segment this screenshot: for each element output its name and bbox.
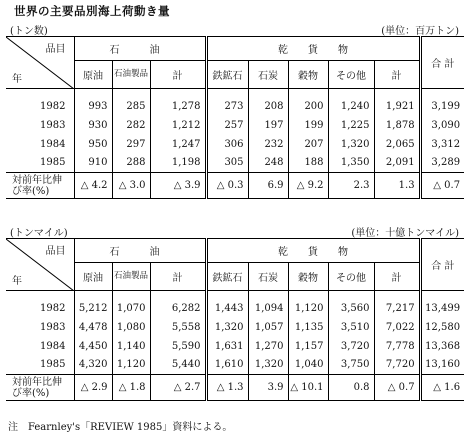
- tonmile-corner-cell: [6, 239, 74, 291]
- table-cell: 1,157: [288, 337, 328, 356]
- table-cell: △ 3.9: [150, 173, 206, 199]
- table-cell: 1,320: [248, 356, 288, 375]
- tonmile-growth-row: [6, 375, 464, 401]
- table-cell: 13,368: [420, 337, 464, 356]
- tonmile-sub-grain: 穀物: [288, 263, 328, 291]
- table-cell: 3,289: [420, 154, 464, 173]
- ton-sub-oil-total: 計: [150, 61, 206, 89]
- ton-sub-iron: 鉄鉱石: [206, 61, 248, 89]
- table-cell: 248: [248, 154, 288, 173]
- table-cell: 1,140: [112, 337, 150, 356]
- ton-table: [6, 36, 464, 199]
- table-cell: △ 10.1: [288, 375, 328, 401]
- ton-sub-coal: 石炭: [248, 61, 288, 89]
- table-cell: 2,065: [374, 135, 420, 154]
- table-cell: 208: [248, 97, 288, 116]
- table-cell: △ 3.0: [112, 173, 150, 199]
- table-cell: 1,921: [374, 97, 420, 116]
- table-cell: 3,720: [328, 337, 374, 356]
- ton-sub-dry-total: 計: [374, 61, 420, 89]
- table-cell: 273: [206, 97, 248, 116]
- table-cell: 5,440: [150, 356, 206, 375]
- table-cell: 2,091: [374, 154, 420, 173]
- table-cell: 1984: [40, 138, 66, 150]
- ton-dry-header: 乾 貨 物: [206, 37, 420, 61]
- table-cell: 2.3: [328, 173, 374, 199]
- table-cell: △ 0.7: [420, 173, 464, 199]
- table-cell: [288, 89, 328, 97]
- table-cell: 1,878: [374, 116, 420, 135]
- table-cell: 3,560: [328, 299, 374, 318]
- table-cell: 197: [248, 116, 288, 135]
- ton-sub-grain: 穀物: [288, 61, 328, 89]
- tonmile-dry-header: 乾 貨 物: [206, 239, 420, 263]
- table-cell: 1,270: [248, 337, 288, 356]
- table-cell: 1,057: [248, 318, 288, 337]
- table-cell: [248, 89, 288, 97]
- table-cell: 0.8: [328, 375, 374, 401]
- ton-year-label: 年: [12, 74, 22, 85]
- document-title: 世界の主要品別海上荷動き量: [14, 4, 170, 18]
- table-cell: 3,750: [328, 356, 374, 375]
- table-cell: 950: [74, 135, 112, 154]
- table-cell: [328, 291, 374, 299]
- table-cell: △ 4.2: [74, 173, 112, 199]
- table-cell: 1,080: [112, 318, 150, 337]
- table-cell: 3,312: [420, 135, 464, 154]
- table-cell: △ 0.3: [206, 173, 248, 199]
- table-cell: 1982: [40, 302, 66, 314]
- table-cell: 7,778: [374, 337, 420, 356]
- table-cell: △ 2.9: [74, 375, 112, 401]
- table-cell: [288, 291, 328, 299]
- table-cell: [420, 291, 464, 299]
- tonmile-sub-products: 石油製品: [112, 263, 150, 291]
- table-cell: [248, 291, 288, 299]
- table-cell: 305: [206, 154, 248, 173]
- table-cell: 285: [112, 97, 150, 116]
- table-cell: 1984: [40, 340, 66, 352]
- table-cell: 1,040: [288, 356, 328, 375]
- table-cell: 1983: [40, 119, 66, 131]
- table-cell: 199: [288, 116, 328, 135]
- table-row: [6, 299, 464, 318]
- table-row: [6, 135, 464, 154]
- ton-caption-right: (単位：百万トン): [381, 26, 459, 37]
- table-cell: 297: [112, 135, 150, 154]
- table-cell: 1,320: [328, 135, 374, 154]
- table-cell: 5,212: [74, 299, 112, 318]
- table-cell: 1,120: [112, 356, 150, 375]
- tonmile-year-label: 年: [12, 276, 22, 287]
- table-cell: [420, 89, 464, 97]
- tonmile-sub-oil-total: 計: [150, 263, 206, 291]
- table-cell: 5,590: [150, 337, 206, 356]
- table-cell: 1,278: [150, 97, 206, 116]
- table-cell: [74, 291, 112, 299]
- table-cell: 5,558: [150, 318, 206, 337]
- table-row: [6, 337, 464, 356]
- table-cell: 3,199: [420, 97, 464, 116]
- ton-corner-cell: [6, 37, 74, 89]
- table-cell: 1,070: [112, 299, 150, 318]
- table-cell: 7,720: [374, 356, 420, 375]
- tonmile-sub-other: その他: [328, 263, 374, 291]
- ton-growth-row: [6, 173, 464, 199]
- table-cell: [112, 291, 150, 299]
- table-row: [6, 318, 464, 337]
- table-cell: [150, 291, 206, 299]
- table-cell: 1,610: [206, 356, 248, 375]
- table-cell: 1,198: [150, 154, 206, 173]
- table-cell: 910: [74, 154, 112, 173]
- tonmile-item-label: 品目: [45, 246, 66, 257]
- table-row: [6, 97, 464, 116]
- table-cell: △ 1.3: [206, 375, 248, 401]
- ton-sub-crude: 原油: [74, 61, 112, 89]
- table-cell: 4,478: [74, 318, 112, 337]
- table-row: [6, 116, 464, 135]
- table-cell: [150, 89, 206, 97]
- table-cell: 6,282: [150, 299, 206, 318]
- tonmile-oil-header: 石 油: [74, 239, 206, 263]
- table-cell: [374, 89, 420, 97]
- table-cell: △ 9.2: [288, 173, 328, 199]
- tonmile-growth-label: 対前年比伸び率(%): [6, 375, 74, 401]
- table-cell: 282: [112, 116, 150, 135]
- ton-caption-left: (トン数): [10, 26, 48, 37]
- table-cell: 1985: [6, 356, 74, 375]
- table-row: [6, 356, 464, 375]
- table-cell: 1,320: [206, 318, 248, 337]
- ton-item-label: 品目: [45, 44, 66, 55]
- table-cell: 232: [248, 135, 288, 154]
- tonmile-sub-dry-total: 計: [374, 263, 420, 291]
- ton-oil-header: 石 油: [74, 37, 206, 61]
- table-cell: 200: [288, 97, 328, 116]
- table-cell: [206, 291, 248, 299]
- table-cell: 13,499: [420, 299, 464, 318]
- table-cell: 1982: [40, 100, 66, 112]
- table-cell: △ 2.7: [150, 375, 206, 401]
- tonmile-sub-iron: 鉄鉱石: [206, 263, 248, 291]
- table-cell: 1,631: [206, 337, 248, 356]
- table-cell: 1,247: [150, 135, 206, 154]
- tonmile-table: [6, 238, 464, 401]
- tonmile-caption-right: (単位：十億トンマイル): [351, 228, 459, 239]
- table-cell: 3,510: [328, 318, 374, 337]
- table-cell: 4,320: [74, 356, 112, 375]
- table-cell: 306: [206, 135, 248, 154]
- table-cell: 13,160: [420, 356, 464, 375]
- table-cell: 257: [206, 116, 248, 135]
- ton-sub-products: 石油製品: [112, 61, 150, 89]
- ton-growth-label: 対前年比伸び率(%): [6, 173, 74, 199]
- table-cell: [206, 89, 248, 97]
- table-cell: [374, 291, 420, 299]
- table-cell: 1,225: [328, 116, 374, 135]
- table-cell: 4,450: [74, 337, 112, 356]
- table-row: [6, 154, 464, 173]
- table-cell: 6.9: [248, 173, 288, 199]
- table-cell: 1,350: [328, 154, 374, 173]
- table-cell: [6, 89, 74, 97]
- table-cell: 288: [112, 154, 150, 173]
- table-cell: 3,090: [420, 116, 464, 135]
- tonmile-caption-left: (トンマイル): [10, 228, 68, 239]
- tonmile-total-header: 合 計: [420, 239, 464, 291]
- table-cell: 1,120: [288, 299, 328, 318]
- table-cell: △ 1.8: [112, 375, 150, 401]
- ton-total-header: 合 計: [420, 37, 464, 89]
- table-cell: 930: [74, 116, 112, 135]
- table-cell: [74, 89, 112, 97]
- table-cell: △ 0.7: [374, 375, 420, 401]
- table-cell: 1,443: [206, 299, 248, 318]
- tonmile-sub-coal: 石炭: [248, 263, 288, 291]
- table-cell: 1,135: [288, 318, 328, 337]
- table-cell: 12,580: [420, 318, 464, 337]
- table-cell: 3.9: [248, 375, 288, 401]
- table-cell: [328, 89, 374, 97]
- table-cell: 1985: [6, 154, 74, 173]
- table-cell: 1,212: [150, 116, 206, 135]
- table-cell: [112, 89, 150, 97]
- tonmile-sub-crude: 原油: [74, 263, 112, 291]
- table-cell: 993: [74, 97, 112, 116]
- table-cell: 7,217: [374, 299, 420, 318]
- table-cell: 188: [288, 154, 328, 173]
- table-cell: 207: [288, 135, 328, 154]
- table-cell: 7,022: [374, 318, 420, 337]
- table-cell: 1,094: [248, 299, 288, 318]
- source-note: 注 Fearnley's「REVIEW 1985」資料による。: [8, 422, 233, 433]
- table-cell: [6, 291, 74, 299]
- ton-sub-other: その他: [328, 61, 374, 89]
- table-cell: 1.3: [374, 173, 420, 199]
- table-cell: 1983: [40, 321, 66, 333]
- table-cell: 1,240: [328, 97, 374, 116]
- table-cell: △ 1.6: [420, 375, 464, 401]
